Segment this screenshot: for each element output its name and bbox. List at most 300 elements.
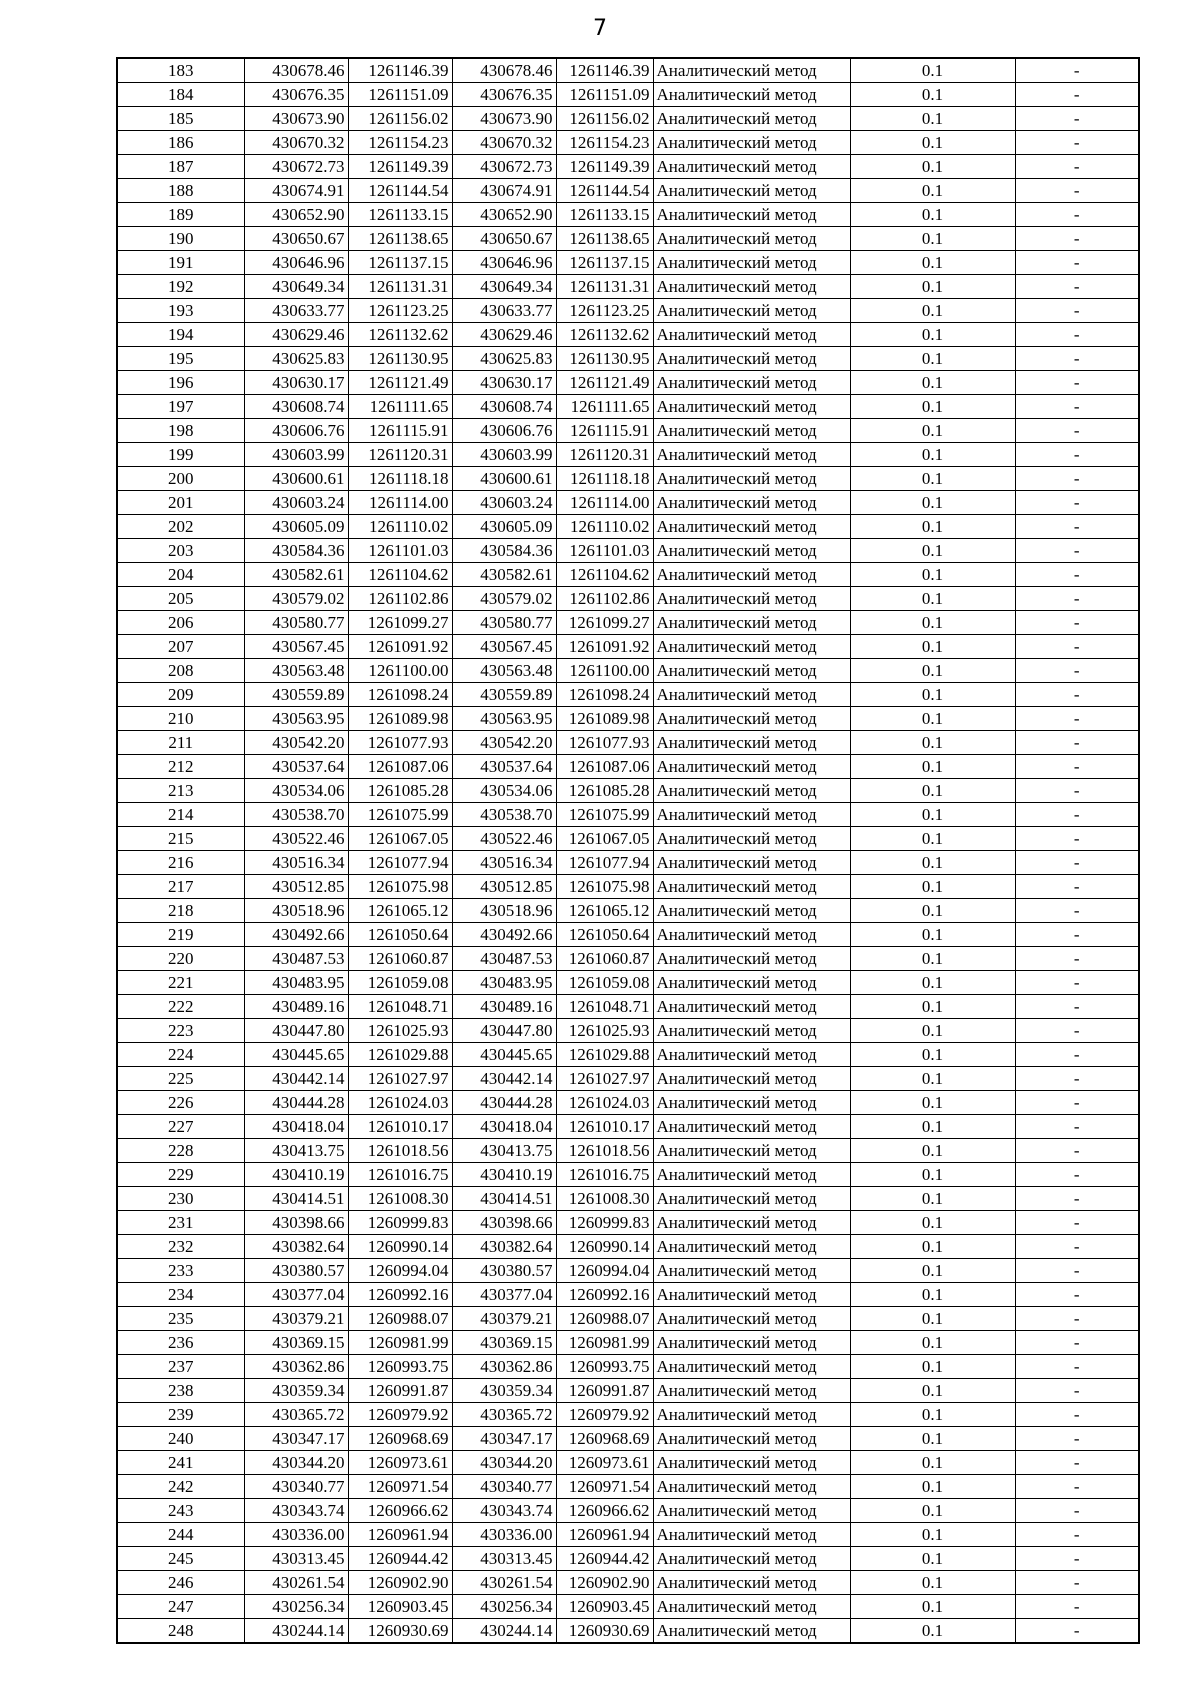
y-coordinate-repeat-cell: 1261144.54 xyxy=(556,179,653,203)
x-coordinate-repeat-cell: 430678.46 xyxy=(452,58,556,83)
y-coordinate-cell: 1261018.56 xyxy=(348,1139,452,1163)
x-coordinate-cell: 430629.46 xyxy=(244,323,348,347)
method-cell: Аналитический метод xyxy=(653,827,850,851)
y-coordinate-repeat-cell: 1261050.64 xyxy=(556,923,653,947)
method-cell: Аналитический метод xyxy=(653,131,850,155)
table-row xyxy=(117,1403,1139,1427)
method-cell: Аналитический метод xyxy=(653,275,850,299)
remarks-cell: - xyxy=(1015,1595,1139,1619)
point-number-cell: 188 xyxy=(117,179,244,203)
accuracy-cell: 0.1 xyxy=(850,731,1015,755)
y-coordinate-cell: 1261104.62 xyxy=(348,563,452,587)
accuracy-cell: 0.1 xyxy=(850,1235,1015,1259)
y-coordinate-cell: 1261059.08 xyxy=(348,971,452,995)
accuracy-cell: 0.1 xyxy=(850,563,1015,587)
x-coordinate-cell: 430379.21 xyxy=(244,1307,348,1331)
y-coordinate-repeat-cell: 1260988.07 xyxy=(556,1307,653,1331)
x-coordinate-repeat-cell: 430605.09 xyxy=(452,515,556,539)
y-coordinate-cell: 1261131.31 xyxy=(348,275,452,299)
table-row xyxy=(117,923,1139,947)
method-cell: Аналитический метод xyxy=(653,58,850,83)
x-coordinate-cell: 430584.36 xyxy=(244,539,348,563)
x-coordinate-repeat-cell: 430340.77 xyxy=(452,1475,556,1499)
method-cell: Аналитический метод xyxy=(653,923,850,947)
x-coordinate-cell: 430633.77 xyxy=(244,299,348,323)
table-row xyxy=(117,1259,1139,1283)
x-coordinate-repeat-cell: 430534.06 xyxy=(452,779,556,803)
point-number-cell: 196 xyxy=(117,371,244,395)
x-coordinate-cell: 430522.46 xyxy=(244,827,348,851)
accuracy-cell: 0.1 xyxy=(850,1619,1015,1644)
remarks-cell: - xyxy=(1015,635,1139,659)
x-coordinate-repeat-cell: 430625.83 xyxy=(452,347,556,371)
remarks-cell: - xyxy=(1015,899,1139,923)
table-row xyxy=(117,1499,1139,1523)
method-cell: Аналитический метод xyxy=(653,323,850,347)
remarks-cell: - xyxy=(1015,1187,1139,1211)
x-coordinate-cell: 430487.53 xyxy=(244,947,348,971)
y-coordinate-repeat-cell: 1261098.24 xyxy=(556,683,653,707)
remarks-cell: - xyxy=(1015,1139,1139,1163)
method-cell: Аналитический метод xyxy=(653,947,850,971)
x-coordinate-repeat-cell: 430413.75 xyxy=(452,1139,556,1163)
point-number-cell: 238 xyxy=(117,1379,244,1403)
y-coordinate-cell: 1261101.03 xyxy=(348,539,452,563)
accuracy-cell: 0.1 xyxy=(850,1091,1015,1115)
method-cell: Аналитический метод xyxy=(653,1211,850,1235)
method-cell: Аналитический метод xyxy=(653,1403,850,1427)
remarks-cell: - xyxy=(1015,131,1139,155)
table-row xyxy=(117,443,1139,467)
x-coordinate-cell: 430418.04 xyxy=(244,1115,348,1139)
x-coordinate-repeat-cell: 430563.48 xyxy=(452,659,556,683)
x-coordinate-cell: 430674.91 xyxy=(244,179,348,203)
x-coordinate-cell: 430580.77 xyxy=(244,611,348,635)
y-coordinate-repeat-cell: 1261075.99 xyxy=(556,803,653,827)
method-cell: Аналитический метод xyxy=(653,1427,850,1451)
y-coordinate-repeat-cell: 1261010.17 xyxy=(556,1115,653,1139)
remarks-cell: - xyxy=(1015,347,1139,371)
method-cell: Аналитический метод xyxy=(653,107,850,131)
accuracy-cell: 0.1 xyxy=(850,1019,1015,1043)
x-coordinate-repeat-cell: 430359.34 xyxy=(452,1379,556,1403)
y-coordinate-repeat-cell: 1260968.69 xyxy=(556,1427,653,1451)
y-coordinate-cell: 1260994.04 xyxy=(348,1259,452,1283)
x-coordinate-cell: 430447.80 xyxy=(244,1019,348,1043)
y-coordinate-repeat-cell: 1261138.65 xyxy=(556,227,653,251)
y-coordinate-repeat-cell: 1261123.25 xyxy=(556,299,653,323)
accuracy-cell: 0.1 xyxy=(850,683,1015,707)
y-coordinate-cell: 1260981.99 xyxy=(348,1331,452,1355)
point-number-cell: 232 xyxy=(117,1235,244,1259)
remarks-cell: - xyxy=(1015,755,1139,779)
x-coordinate-repeat-cell: 430582.61 xyxy=(452,563,556,587)
x-coordinate-cell: 430313.45 xyxy=(244,1547,348,1571)
point-number-cell: 190 xyxy=(117,227,244,251)
y-coordinate-repeat-cell: 1261146.39 xyxy=(556,58,653,83)
method-cell: Аналитический метод xyxy=(653,1163,850,1187)
method-cell: Аналитический метод xyxy=(653,1331,850,1355)
y-coordinate-repeat-cell: 1261099.27 xyxy=(556,611,653,635)
table-row xyxy=(117,971,1139,995)
method-cell: Аналитический метод xyxy=(653,1475,850,1499)
point-number-cell: 237 xyxy=(117,1355,244,1379)
x-coordinate-repeat-cell: 430442.14 xyxy=(452,1067,556,1091)
method-cell: Аналитический метод xyxy=(653,995,850,1019)
method-cell: Аналитический метод xyxy=(653,395,850,419)
method-cell: Аналитический метод xyxy=(653,1595,850,1619)
accuracy-cell: 0.1 xyxy=(850,227,1015,251)
table-row xyxy=(117,58,1139,83)
method-cell: Аналитический метод xyxy=(653,1547,850,1571)
y-coordinate-repeat-cell: 1261091.92 xyxy=(556,635,653,659)
y-coordinate-repeat-cell: 1260979.92 xyxy=(556,1403,653,1427)
y-coordinate-repeat-cell: 1261024.03 xyxy=(556,1091,653,1115)
point-number-cell: 226 xyxy=(117,1091,244,1115)
y-coordinate-cell: 1260968.69 xyxy=(348,1427,452,1451)
method-cell: Аналитический метод xyxy=(653,227,850,251)
x-coordinate-cell: 430559.89 xyxy=(244,683,348,707)
table-row xyxy=(117,635,1139,659)
remarks-cell: - xyxy=(1015,179,1139,203)
y-coordinate-repeat-cell: 1261101.03 xyxy=(556,539,653,563)
table-row xyxy=(117,395,1139,419)
method-cell: Аналитический метод xyxy=(653,875,850,899)
x-coordinate-cell: 430672.73 xyxy=(244,155,348,179)
y-coordinate-cell: 1260902.90 xyxy=(348,1571,452,1595)
x-coordinate-cell: 430413.75 xyxy=(244,1139,348,1163)
x-coordinate-cell: 430579.02 xyxy=(244,587,348,611)
x-coordinate-cell: 430630.17 xyxy=(244,371,348,395)
point-number-cell: 239 xyxy=(117,1403,244,1427)
point-number-cell: 201 xyxy=(117,491,244,515)
y-coordinate-cell: 1261029.88 xyxy=(348,1043,452,1067)
accuracy-cell: 0.1 xyxy=(850,923,1015,947)
y-coordinate-cell: 1261075.99 xyxy=(348,803,452,827)
method-cell: Аналитический метод xyxy=(653,971,850,995)
y-coordinate-cell: 1261085.28 xyxy=(348,779,452,803)
y-coordinate-cell: 1261008.30 xyxy=(348,1187,452,1211)
accuracy-cell: 0.1 xyxy=(850,1475,1015,1499)
point-number-cell: 204 xyxy=(117,563,244,587)
accuracy-cell: 0.1 xyxy=(850,347,1015,371)
x-coordinate-repeat-cell: 430674.91 xyxy=(452,179,556,203)
accuracy-cell: 0.1 xyxy=(850,491,1015,515)
x-coordinate-repeat-cell: 430559.89 xyxy=(452,683,556,707)
remarks-cell: - xyxy=(1015,251,1139,275)
y-coordinate-repeat-cell: 1261121.49 xyxy=(556,371,653,395)
remarks-cell: - xyxy=(1015,107,1139,131)
method-cell: Аналитический метод xyxy=(653,1067,850,1091)
coordinates-table xyxy=(116,57,1140,1644)
y-coordinate-repeat-cell: 1260981.99 xyxy=(556,1331,653,1355)
table-row xyxy=(117,1619,1139,1644)
method-cell: Аналитический метод xyxy=(653,731,850,755)
x-coordinate-repeat-cell: 430244.14 xyxy=(452,1619,556,1644)
x-coordinate-repeat-cell: 430542.20 xyxy=(452,731,556,755)
table-row xyxy=(117,683,1139,707)
table-row xyxy=(117,1067,1139,1091)
y-coordinate-cell: 1261075.98 xyxy=(348,875,452,899)
x-coordinate-cell: 430563.48 xyxy=(244,659,348,683)
accuracy-cell: 0.1 xyxy=(850,1187,1015,1211)
x-coordinate-cell: 430646.96 xyxy=(244,251,348,275)
y-coordinate-cell: 1261154.23 xyxy=(348,131,452,155)
y-coordinate-repeat-cell: 1261110.02 xyxy=(556,515,653,539)
x-coordinate-repeat-cell: 430414.51 xyxy=(452,1187,556,1211)
remarks-cell: - xyxy=(1015,1283,1139,1307)
table-row xyxy=(117,1283,1139,1307)
x-coordinate-cell: 430608.74 xyxy=(244,395,348,419)
method-cell: Аналитический метод xyxy=(653,1235,850,1259)
accuracy-cell: 0.1 xyxy=(850,419,1015,443)
accuracy-cell: 0.1 xyxy=(850,779,1015,803)
y-coordinate-cell: 1261102.86 xyxy=(348,587,452,611)
y-coordinate-cell: 1261087.06 xyxy=(348,755,452,779)
y-coordinate-cell: 1261065.12 xyxy=(348,899,452,923)
y-coordinate-cell: 1261114.00 xyxy=(348,491,452,515)
table-row xyxy=(117,731,1139,755)
y-coordinate-cell: 1260966.62 xyxy=(348,1499,452,1523)
x-coordinate-repeat-cell: 430313.45 xyxy=(452,1547,556,1571)
table-row xyxy=(117,947,1139,971)
remarks-cell: - xyxy=(1015,275,1139,299)
y-coordinate-cell: 1261120.31 xyxy=(348,443,452,467)
point-number-cell: 234 xyxy=(117,1283,244,1307)
y-coordinate-repeat-cell: 1260991.87 xyxy=(556,1379,653,1403)
x-coordinate-repeat-cell: 430580.77 xyxy=(452,611,556,635)
table-row xyxy=(117,227,1139,251)
y-coordinate-cell: 1260971.54 xyxy=(348,1475,452,1499)
table-row xyxy=(117,275,1139,299)
table-row xyxy=(117,659,1139,683)
x-coordinate-cell: 430563.95 xyxy=(244,707,348,731)
x-coordinate-cell: 430542.20 xyxy=(244,731,348,755)
x-coordinate-repeat-cell: 430418.04 xyxy=(452,1115,556,1139)
accuracy-cell: 0.1 xyxy=(850,107,1015,131)
method-cell: Аналитический метод xyxy=(653,1139,850,1163)
x-coordinate-cell: 430537.64 xyxy=(244,755,348,779)
y-coordinate-repeat-cell: 1261104.62 xyxy=(556,563,653,587)
point-number-cell: 214 xyxy=(117,803,244,827)
table-row xyxy=(117,611,1139,635)
method-cell: Аналитический метод xyxy=(653,563,850,587)
y-coordinate-repeat-cell: 1261151.09 xyxy=(556,83,653,107)
table-row xyxy=(117,1043,1139,1067)
y-coordinate-cell: 1260903.45 xyxy=(348,1595,452,1619)
x-coordinate-repeat-cell: 430365.72 xyxy=(452,1403,556,1427)
point-number-cell: 244 xyxy=(117,1523,244,1547)
table-row xyxy=(117,1235,1139,1259)
y-coordinate-repeat-cell: 1261118.18 xyxy=(556,467,653,491)
x-coordinate-cell: 430344.20 xyxy=(244,1451,348,1475)
y-coordinate-cell: 1261027.97 xyxy=(348,1067,452,1091)
x-coordinate-cell: 430261.54 xyxy=(244,1571,348,1595)
x-coordinate-cell: 430652.90 xyxy=(244,203,348,227)
y-coordinate-repeat-cell: 1260902.90 xyxy=(556,1571,653,1595)
table-row xyxy=(117,1547,1139,1571)
remarks-cell: - xyxy=(1015,467,1139,491)
accuracy-cell: 0.1 xyxy=(850,1451,1015,1475)
y-coordinate-repeat-cell: 1261065.12 xyxy=(556,899,653,923)
y-coordinate-cell: 1261144.54 xyxy=(348,179,452,203)
method-cell: Аналитический метод xyxy=(653,683,850,707)
y-coordinate-cell: 1260944.42 xyxy=(348,1547,452,1571)
point-number-cell: 230 xyxy=(117,1187,244,1211)
point-number-cell: 183 xyxy=(117,58,244,83)
y-coordinate-cell: 1261060.87 xyxy=(348,947,452,971)
point-number-cell: 193 xyxy=(117,299,244,323)
remarks-cell: - xyxy=(1015,323,1139,347)
x-coordinate-cell: 430492.66 xyxy=(244,923,348,947)
x-coordinate-cell: 430343.74 xyxy=(244,1499,348,1523)
point-number-cell: 233 xyxy=(117,1259,244,1283)
x-coordinate-cell: 430444.28 xyxy=(244,1091,348,1115)
y-coordinate-cell: 1261077.93 xyxy=(348,731,452,755)
x-coordinate-repeat-cell: 430256.34 xyxy=(452,1595,556,1619)
accuracy-cell: 0.1 xyxy=(850,611,1015,635)
y-coordinate-cell: 1260979.92 xyxy=(348,1403,452,1427)
point-number-cell: 200 xyxy=(117,467,244,491)
table-row xyxy=(117,419,1139,443)
accuracy-cell: 0.1 xyxy=(850,1043,1015,1067)
accuracy-cell: 0.1 xyxy=(850,1355,1015,1379)
remarks-cell: - xyxy=(1015,707,1139,731)
point-number-cell: 194 xyxy=(117,323,244,347)
y-coordinate-repeat-cell: 1261100.00 xyxy=(556,659,653,683)
table-row xyxy=(117,827,1139,851)
point-number-cell: 209 xyxy=(117,683,244,707)
x-coordinate-repeat-cell: 430676.35 xyxy=(452,83,556,107)
table-row xyxy=(117,803,1139,827)
table-row xyxy=(117,1451,1139,1475)
remarks-cell: - xyxy=(1015,875,1139,899)
x-coordinate-repeat-cell: 430512.85 xyxy=(452,875,556,899)
x-coordinate-repeat-cell: 430379.21 xyxy=(452,1307,556,1331)
x-coordinate-cell: 430483.95 xyxy=(244,971,348,995)
accuracy-cell: 0.1 xyxy=(850,83,1015,107)
remarks-cell: - xyxy=(1015,659,1139,683)
y-coordinate-cell: 1261100.00 xyxy=(348,659,452,683)
x-coordinate-cell: 430518.96 xyxy=(244,899,348,923)
table-row xyxy=(117,707,1139,731)
method-cell: Аналитический метод xyxy=(653,1187,850,1211)
y-coordinate-repeat-cell: 1261149.39 xyxy=(556,155,653,179)
accuracy-cell: 0.1 xyxy=(850,179,1015,203)
point-number-cell: 227 xyxy=(117,1115,244,1139)
remarks-cell: - xyxy=(1015,611,1139,635)
y-coordinate-repeat-cell: 1260992.16 xyxy=(556,1283,653,1307)
method-cell: Аналитический метод xyxy=(653,155,850,179)
point-number-cell: 206 xyxy=(117,611,244,635)
x-coordinate-cell: 430410.19 xyxy=(244,1163,348,1187)
remarks-cell: - xyxy=(1015,587,1139,611)
y-coordinate-cell: 1261050.64 xyxy=(348,923,452,947)
x-coordinate-repeat-cell: 430343.74 xyxy=(452,1499,556,1523)
accuracy-cell: 0.1 xyxy=(850,443,1015,467)
accuracy-cell: 0.1 xyxy=(850,1283,1015,1307)
method-cell: Аналитический метод xyxy=(653,851,850,875)
accuracy-cell: 0.1 xyxy=(850,707,1015,731)
accuracy-cell: 0.1 xyxy=(850,1163,1015,1187)
accuracy-cell: 0.1 xyxy=(850,755,1015,779)
y-coordinate-repeat-cell: 1260993.75 xyxy=(556,1355,653,1379)
x-coordinate-repeat-cell: 430603.99 xyxy=(452,443,556,467)
point-number-cell: 185 xyxy=(117,107,244,131)
accuracy-cell: 0.1 xyxy=(850,1499,1015,1523)
y-coordinate-repeat-cell: 1261089.98 xyxy=(556,707,653,731)
remarks-cell: - xyxy=(1015,731,1139,755)
point-number-cell: 217 xyxy=(117,875,244,899)
y-coordinate-repeat-cell: 1260994.04 xyxy=(556,1259,653,1283)
accuracy-cell: 0.1 xyxy=(850,395,1015,419)
point-number-cell: 221 xyxy=(117,971,244,995)
y-coordinate-repeat-cell: 1260971.54 xyxy=(556,1475,653,1499)
accuracy-cell: 0.1 xyxy=(850,1379,1015,1403)
y-coordinate-repeat-cell: 1261115.91 xyxy=(556,419,653,443)
table-row xyxy=(117,299,1139,323)
x-coordinate-repeat-cell: 430603.24 xyxy=(452,491,556,515)
point-number-cell: 231 xyxy=(117,1211,244,1235)
y-coordinate-repeat-cell: 1261114.00 xyxy=(556,491,653,515)
table-row xyxy=(117,995,1139,1019)
point-number-cell: 218 xyxy=(117,899,244,923)
y-coordinate-cell: 1261132.62 xyxy=(348,323,452,347)
remarks-cell: - xyxy=(1015,1259,1139,1283)
table-row xyxy=(117,467,1139,491)
y-coordinate-cell: 1261146.39 xyxy=(348,58,452,83)
table-row xyxy=(117,1211,1139,1235)
point-number-cell: 225 xyxy=(117,1067,244,1091)
accuracy-cell: 0.1 xyxy=(850,1595,1015,1619)
remarks-cell: - xyxy=(1015,1331,1139,1355)
point-number-cell: 184 xyxy=(117,83,244,107)
x-coordinate-repeat-cell: 430537.64 xyxy=(452,755,556,779)
table-row xyxy=(117,179,1139,203)
accuracy-cell: 0.1 xyxy=(850,827,1015,851)
point-number-cell: 223 xyxy=(117,1019,244,1043)
remarks-cell: - xyxy=(1015,827,1139,851)
point-number-cell: 222 xyxy=(117,995,244,1019)
y-coordinate-cell: 1261115.91 xyxy=(348,419,452,443)
x-coordinate-repeat-cell: 430516.34 xyxy=(452,851,556,875)
table-row xyxy=(117,1139,1139,1163)
y-coordinate-cell: 1260930.69 xyxy=(348,1619,452,1644)
y-coordinate-repeat-cell: 1260903.45 xyxy=(556,1595,653,1619)
method-cell: Аналитический метод xyxy=(653,443,850,467)
method-cell: Аналитический метод xyxy=(653,1451,850,1475)
point-number-cell: 191 xyxy=(117,251,244,275)
point-number-cell: 202 xyxy=(117,515,244,539)
remarks-cell: - xyxy=(1015,443,1139,467)
method-cell: Аналитический метод xyxy=(653,1259,850,1283)
x-coordinate-cell: 430670.32 xyxy=(244,131,348,155)
y-coordinate-cell: 1260988.07 xyxy=(348,1307,452,1331)
accuracy-cell: 0.1 xyxy=(850,1139,1015,1163)
table-row xyxy=(117,1187,1139,1211)
remarks-cell: - xyxy=(1015,1211,1139,1235)
remarks-cell: - xyxy=(1015,779,1139,803)
remarks-cell: - xyxy=(1015,515,1139,539)
point-number-cell: 245 xyxy=(117,1547,244,1571)
accuracy-cell: 0.1 xyxy=(850,947,1015,971)
method-cell: Аналитический метод xyxy=(653,803,850,827)
accuracy-cell: 0.1 xyxy=(850,1547,1015,1571)
table-row xyxy=(117,1091,1139,1115)
table-row xyxy=(117,1019,1139,1043)
x-coordinate-cell: 430382.64 xyxy=(244,1235,348,1259)
y-coordinate-repeat-cell: 1261059.08 xyxy=(556,971,653,995)
